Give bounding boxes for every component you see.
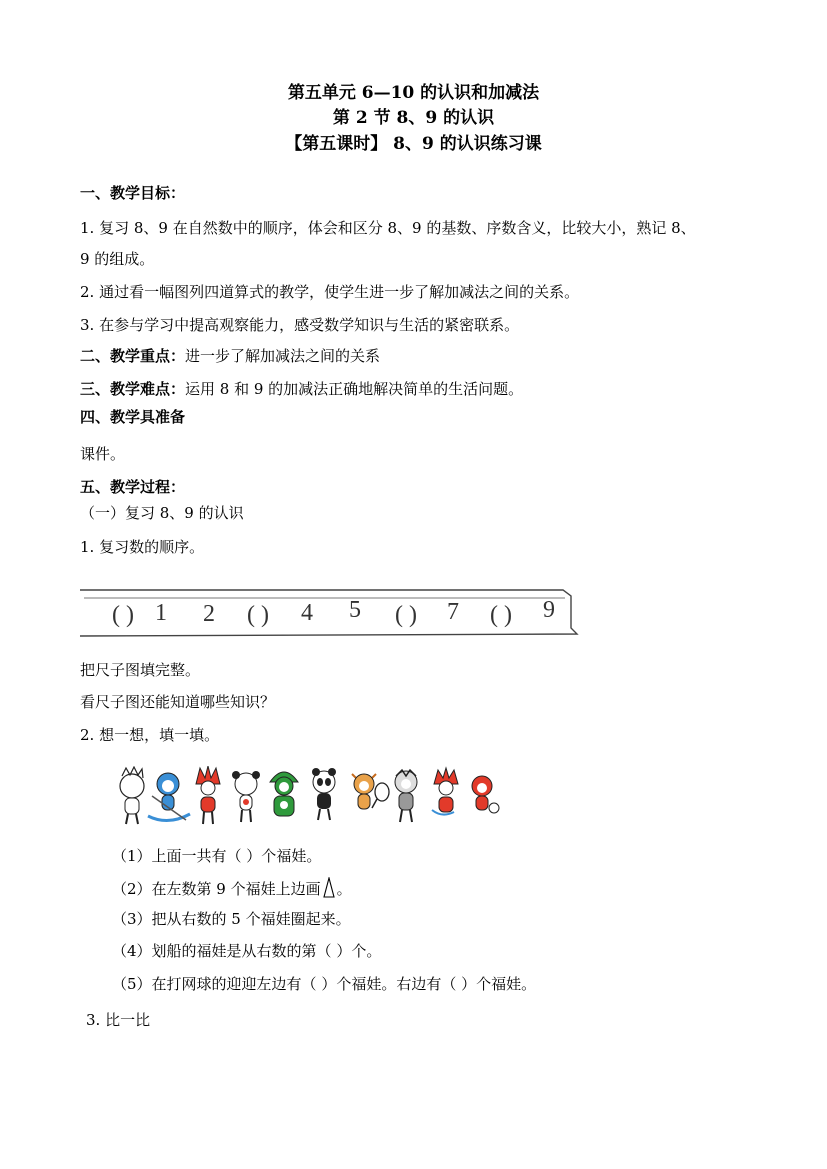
goal-3: 3. 在参与学习中提高观察能力，感受数学知识与生活的紧密联系。 xyxy=(80,316,520,334)
process-heading: 五、教学过程： xyxy=(80,478,186,496)
fuwa-figure xyxy=(395,770,417,822)
key-point xyxy=(80,346,380,366)
ruler-mark: 1 xyxy=(155,600,167,626)
fuwa-figure xyxy=(196,766,220,824)
key-point-text: 进一步了解加减法之间的关系 xyxy=(185,347,381,365)
section-title: 第 2 节 8、9 的认识 xyxy=(332,108,495,128)
ruler-instruction: 把尺子图填完整。 xyxy=(80,661,201,679)
fuwa-figure xyxy=(120,767,144,824)
item-2: 2. 想一想，填一填。 xyxy=(80,726,220,744)
fuwa-figure xyxy=(432,768,458,815)
ruler-mark: ( ) xyxy=(112,602,134,628)
goals-heading: 一、教学目标： xyxy=(80,184,186,202)
question-2-end: 。 xyxy=(336,880,352,898)
goal-1: 1. 复习 8、9 在自然数中的顺序，体会和区分 8、9 的基数、序数含义，比较大小，熟记 8、 xyxy=(80,219,696,237)
ruler-mark: 9 xyxy=(543,597,555,623)
fuwa-figure xyxy=(352,774,389,809)
goal-2: 2. 通过看一幅图列四道算式的教学，使学生进一步了解加减法之间的关系。 xyxy=(80,283,580,301)
prep-text: 课件。 xyxy=(80,445,126,463)
question-1: （1）上面一共有（ ）个福娃。 xyxy=(112,847,322,865)
key-point-label: 二、教学重点： xyxy=(80,347,186,365)
ruler-mark: ( ) xyxy=(490,602,512,628)
ruler-mark: 4 xyxy=(301,600,313,626)
ruler-mark: ( ) xyxy=(247,602,269,628)
difficulty-text: 运用 8 和 9 的加减法正确地解决简单的生活问题。 xyxy=(185,380,524,398)
ruler-mark: 7 xyxy=(447,599,459,625)
fuwa-figure xyxy=(472,776,499,813)
prep-heading: 四、教学具准备 xyxy=(80,408,186,426)
fuwa-figures xyxy=(110,766,500,830)
item-1: 1. 复习数的顺序。 xyxy=(80,538,205,556)
fuwa-figure xyxy=(148,773,190,821)
item-3: 3. 比一比 xyxy=(86,1011,151,1029)
ruler-mark: ( ) xyxy=(395,602,417,628)
difficulty-label: 三、教学难点： xyxy=(80,380,186,398)
ruler-mark: 2 xyxy=(203,601,215,627)
unit-title: 第五单元 6—10 的认识和加减法 xyxy=(287,83,540,103)
question-2-text: （2）在左数第 9 个福娃上边画 xyxy=(112,880,321,898)
question-2 xyxy=(112,877,352,899)
question-5: （5）在打网球的迎迎左边有（ ）个福娃。右边有（ ）个福娃。 xyxy=(112,975,537,993)
ruler-mark: 5 xyxy=(349,597,361,623)
lesson-title: 【第五课时】 8、9 的认识练习课 xyxy=(285,134,542,154)
ruler-figure xyxy=(78,582,583,642)
question-4: （4）划船的福娃是从右数的第（ ）个。 xyxy=(112,942,382,960)
fuwa-figure xyxy=(312,768,336,820)
fuwa-figure xyxy=(270,772,298,816)
goal-1-cont: 9 的组成。 xyxy=(80,250,155,268)
question-3: （3）把从右数的 5 个福娃圈起来。 xyxy=(112,910,351,928)
review-subheading: （一）复习 8、9 的认识 xyxy=(80,504,244,522)
fuwa-figure xyxy=(232,771,260,822)
difficulty xyxy=(80,379,523,399)
ruler-question: 看尺子图还能知道哪些知识？ xyxy=(80,693,276,711)
triangle-icon xyxy=(322,877,336,899)
